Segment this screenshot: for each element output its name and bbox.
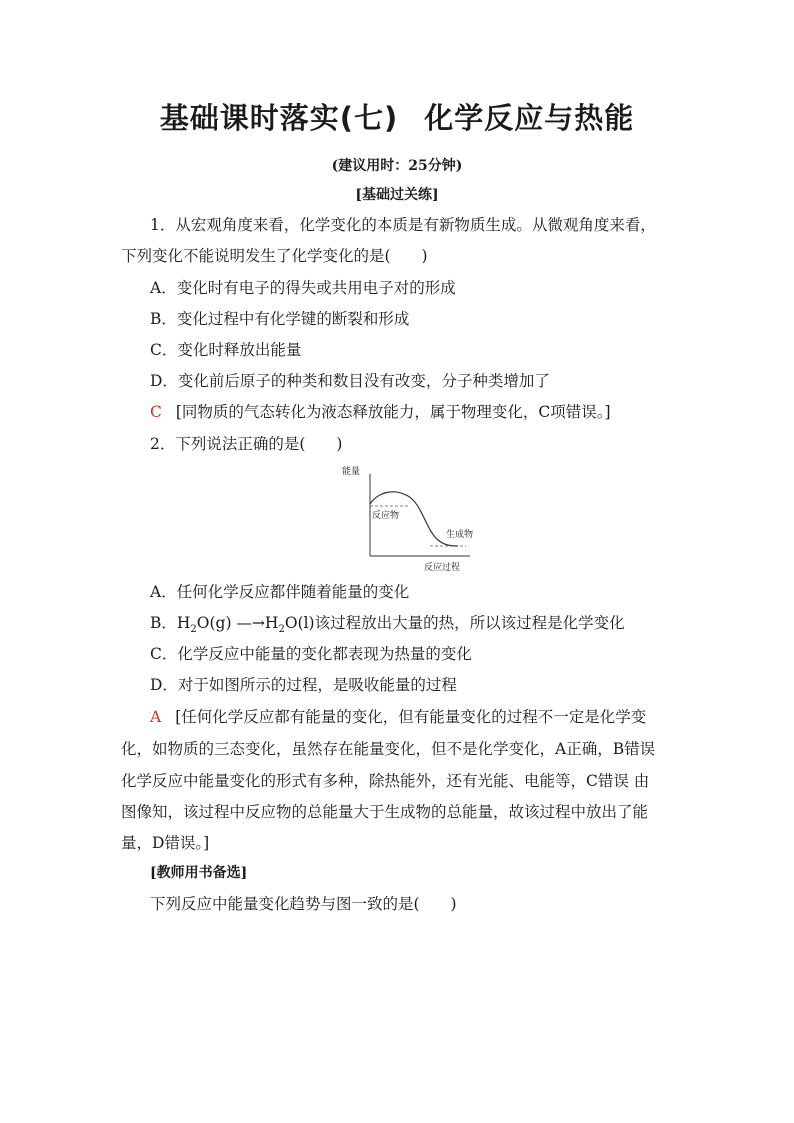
q2-answer-text1: [任何化学反应都有能量的变化，但有能量变化的过程不一定是化学变 [175, 708, 647, 726]
energy-diagram [338, 462, 488, 574]
q2-answer-line4: 图像知，该过程中反应物的总能量大于生成物的总能量，故该过程中放出了能 [121, 803, 649, 821]
q2-option-b-sub1: 2 [190, 624, 197, 636]
q1-stem-line2: 下列变化不能说明发生了化学变化的是( ) [121, 247, 428, 265]
q1-option-a: A．变化时有电子的得失或共用电子对的形成 [150, 279, 456, 297]
q1-option-d: D．变化前后原子的种类和数目没有改变，分子种类增加了 [150, 372, 550, 390]
q2-option-b [150, 612, 625, 641]
q1-answer-letter: C [150, 403, 162, 421]
q2-option-b-part1: B．H [150, 614, 191, 632]
section-heading: [基础过关练] [355, 187, 439, 203]
q2-option-b-part2: O(g) —→H [196, 614, 279, 632]
q3-stem: 下列反应中能量变化趋势与图一致的是( ) [150, 895, 457, 913]
q1-answer-text: [同物质的气态转化为液态释放能力，属于物理变化，C项错误。] [175, 403, 611, 421]
q1-option-c: C．变化时释放出能量 [150, 341, 302, 359]
q2-option-c: C．化学反应中能量的变化都表现为热量的变化 [150, 645, 472, 663]
q2-option-a: A．任何化学反应都伴随着能量的变化 [150, 583, 410, 601]
q2-option-b-sub2: 2 [278, 624, 285, 636]
y-axis-label: 能量 [342, 467, 361, 477]
q2-option-b-part3: O(l)该过程放出大量的热，所以该过程是化学变化 [284, 614, 625, 632]
q2-answer-line1 [150, 706, 646, 728]
q2-answer-line5: 量，D错误。] [121, 834, 210, 852]
x-axis-label: 反应过程 [424, 563, 461, 573]
teacher-note: [教师用书备选] [150, 865, 248, 881]
time-suggestion: (建议用时：25分钟) [331, 158, 463, 174]
q2-stem: 2．下列说法正确的是( ) [150, 435, 343, 453]
product-label: 生成物 [446, 530, 474, 540]
title-right: 化学反应与热能 [424, 101, 635, 135]
page-title [0, 96, 794, 137]
q2-option-d: D．对于如图所示的过程，是吸收能量的过程 [150, 676, 457, 694]
q2-answer-line3: 化学反应中能量变化的形式有多种，除热能外，还有光能、电能等，C错误 由 [121, 772, 650, 790]
q2-answer-line2: 化，如物质的三态变化，虽然存在能量变化，但不是化学变化，A正确，B错误 [121, 740, 656, 758]
energy-diagram-svg [338, 462, 488, 574]
title-left: 基础课时落实(七) [159, 101, 399, 135]
reactant-label: 反应物 [372, 511, 400, 521]
q1-answer [150, 401, 611, 423]
q2-answer-letter: A [150, 708, 162, 726]
q1-stem-line1: 1．从宏观角度来看，化学变化的本质是有新物质生成。从微观角度来看， [150, 216, 656, 234]
q1-option-b: B．变化过程中有化学键的断裂和形成 [150, 310, 410, 328]
